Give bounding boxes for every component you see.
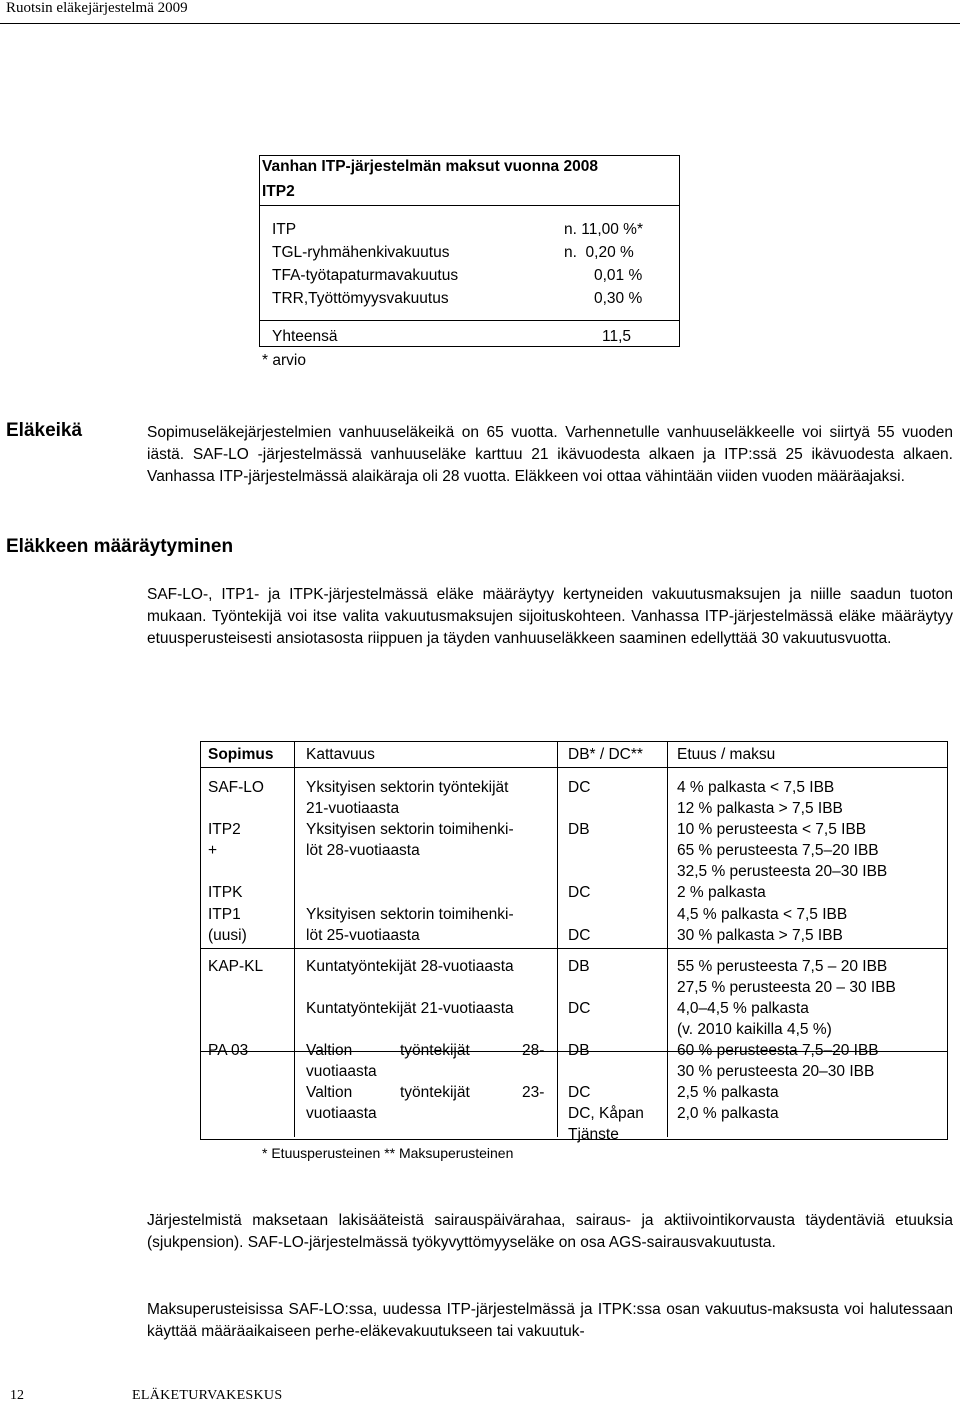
table-footnote: * Etuusperusteinen ** Maksuperusteinen [262, 1145, 514, 1161]
table-cell: KAP-KL [208, 958, 264, 975]
table-cell: 65 % perusteesta 7,5–20 IBB [677, 842, 879, 859]
itp-total-divider [259, 320, 680, 321]
table-cell: DB [568, 958, 590, 975]
table-cell: työntekijät [400, 1084, 470, 1101]
paragraph: Järjestelmistä maksetaan lakisääteistä sairauspäivärahaa, sairaus- ja aktiivointikorvausta täydentäviä etuuksia (sjukpension). SAF-LO-järjestelmässä työkyvyttömyyseläke on osa AGS-sairausvakuutusta. [147, 1212, 953, 1251]
itp-row-label: TRR,Työttömyysvakuutus [272, 290, 449, 307]
table-cell: Valtion [306, 1084, 353, 1101]
itp-row-label: TFA-työtapaturmavakuutus [272, 267, 459, 284]
itp-row-value: n. 0,20 % [564, 244, 634, 261]
table-cell: 4,5 % palkasta < 7,5 IBB [677, 906, 848, 923]
table-header-divider [200, 767, 948, 768]
paragraph: Maksuperusteisissa SAF-LO:ssa, uudessa ITP-järjestelmässä ja ITPK:ssa osan vakuutus-maksusta voi halutessaan käyttää määräaikaiseen perhe-eläkevakuutukseen tai vakuutuk- [147, 1301, 953, 1340]
section-label-maaraytyminen: Eläkkeen määräytyminen [6, 536, 234, 557]
itp-row-label: ITP [272, 221, 297, 238]
table-cell: DB [568, 821, 590, 838]
table-cell: 27,5 % perusteesta 20 – 30 IBB [677, 979, 896, 996]
table-cell: DC [568, 1000, 591, 1017]
table-cell: DC, Kåpan [568, 1105, 644, 1122]
section-label-elakeika: Eläkeikä [6, 420, 83, 441]
itp-box-subtitle: ITP2 [262, 183, 295, 200]
table-cell: PA 03 [208, 1042, 249, 1059]
section-text-maaraytyminen: SAF-LO-, ITP1- ja ITPK-järjestelmässä eläke määräytyy kertyneiden vakuutusmaksujen ja niille saadun tuoton mukaan. Työntekijä voi itse valita vakuutusmaksujen sijoituskohteen. Vanhassa ITP-järjestelmässä eläke määräytyy etuusperusteisesti ansiotasosta riippuen ja täyden vanhuuseläkkeen saaminen edellyttää 30 vakuutusvuotta. [147, 586, 953, 647]
table-cell: DC [568, 779, 591, 796]
table-cell: 2,5 % palkasta [677, 1084, 779, 1101]
table-cell: + [208, 842, 218, 859]
table-cell: 12 % palkasta > 7,5 IBB [677, 800, 843, 817]
itp-box-title: Vanhan ITP-järjestelmän maksut vuonna 2008 [262, 158, 598, 175]
table-cell: 4 % palkasta < 7,5 IBB [677, 779, 835, 796]
table-cell: 2,0 % palkasta [677, 1105, 779, 1122]
table-cell: ITP2 [208, 821, 241, 838]
table-cell: 10 % perusteesta < 7,5 IBB [677, 821, 867, 838]
itp-row-value: n. 11,00 %* [564, 221, 643, 238]
table-cell: SAF-LO [208, 779, 264, 796]
table-col-divider [557, 741, 558, 1137]
table-cell: Yksityisen sektorin työntekijät [306, 779, 509, 796]
table-cell: 2 % palkasta [677, 884, 766, 901]
section-text-elakeika: Sopimuseläkejärjestelmien vanhuuseläkeikä on 65 vuotta. Varhennetulle vanhuuseläkkeelle voi siirtyä 55 vuoden iästä. SAF-LO -järjestelmässä vanhuuseläke karttuu 21 ikävuodesta alkaen ja ITP:ssä 25 ikävuodesta alkaen. Vanhassa ITP-järjestelmässä alaikäraja oli 28 vuotta. Eläkkeen voi ottaa vähintään viiden vuoden määräajaksi. [147, 424, 953, 485]
table-cell: Yksityisen sektorin toimihenki- [306, 906, 514, 923]
table-header: Kattavuus [306, 746, 375, 763]
table-cell: 55 % perusteesta 7,5 – 20 IBB [677, 958, 888, 975]
itp-total-value: 11,5 [602, 328, 632, 345]
table-cell: Valtion [306, 1042, 353, 1059]
table-cell: 32,5 % perusteesta 20–30 IBB [677, 863, 888, 880]
header-title: Ruotsin eläkejärjestelmä 2009 [6, 0, 188, 16]
table-cell: 30 % palkasta > 7,5 IBB [677, 927, 843, 944]
table-cell: Tjänste [568, 1126, 619, 1143]
table-cell: Kuntatyöntekijät 21-vuotiaasta [306, 1000, 514, 1017]
table-cell: DB [568, 1042, 590, 1059]
table-cell: löt 25-vuotiaasta [306, 927, 420, 944]
table-cell: 21-vuotiaasta [306, 800, 400, 817]
table-cell: DC [568, 927, 591, 944]
table-header: Sopimus [208, 746, 274, 763]
table-col-divider [667, 741, 668, 1137]
table-header: DB* / DC** [568, 746, 643, 763]
table-cell: (v. 2010 kaikilla 4,5 %) [677, 1021, 832, 1038]
itp-row-label: TGL-ryhmähenkivakuutus [272, 244, 450, 261]
table-cell: 4,0–4,5 % palkasta [677, 1000, 809, 1017]
table-cell: DC [568, 1084, 591, 1101]
table-cell: 23- [522, 1084, 545, 1101]
table-cell: ITP1 [208, 906, 241, 923]
itp-note: * arvio [262, 352, 306, 369]
itp-row-value: 0,30 % [594, 290, 643, 307]
table-header: Etuus / maksu [677, 746, 776, 763]
itp-box-divider [259, 205, 680, 206]
header-divider [0, 23, 960, 24]
table-cell: DC [568, 884, 591, 901]
table-cell: vuotiaasta [306, 1063, 377, 1080]
table-cell: ITPK [208, 884, 243, 901]
table-col-divider [294, 741, 295, 1137]
table-cell: löt 28-vuotiaasta [306, 842, 420, 859]
table-cell: vuotiaasta [306, 1105, 377, 1122]
page-number: 12 [10, 1388, 24, 1403]
table-cell: 30 % perusteesta 20–30 IBB [677, 1063, 875, 1080]
table-cell: Yksityisen sektorin toimihenki- [306, 821, 514, 838]
table-cell: 28- [522, 1042, 545, 1059]
table-cell: työntekijät [400, 1042, 470, 1059]
itp-row-value: 0,01 % [594, 267, 643, 284]
table-cell: (uusi) [208, 927, 247, 944]
table-cell: Kuntatyöntekijät 28-vuotiaasta [306, 958, 514, 975]
publisher-name: ELÄKETURVAKESKUS [132, 1388, 283, 1403]
table-cell: 60 % perusteesta 7,5–20 IBB [677, 1042, 879, 1059]
itp-total-label: Yhteensä [272, 328, 338, 345]
